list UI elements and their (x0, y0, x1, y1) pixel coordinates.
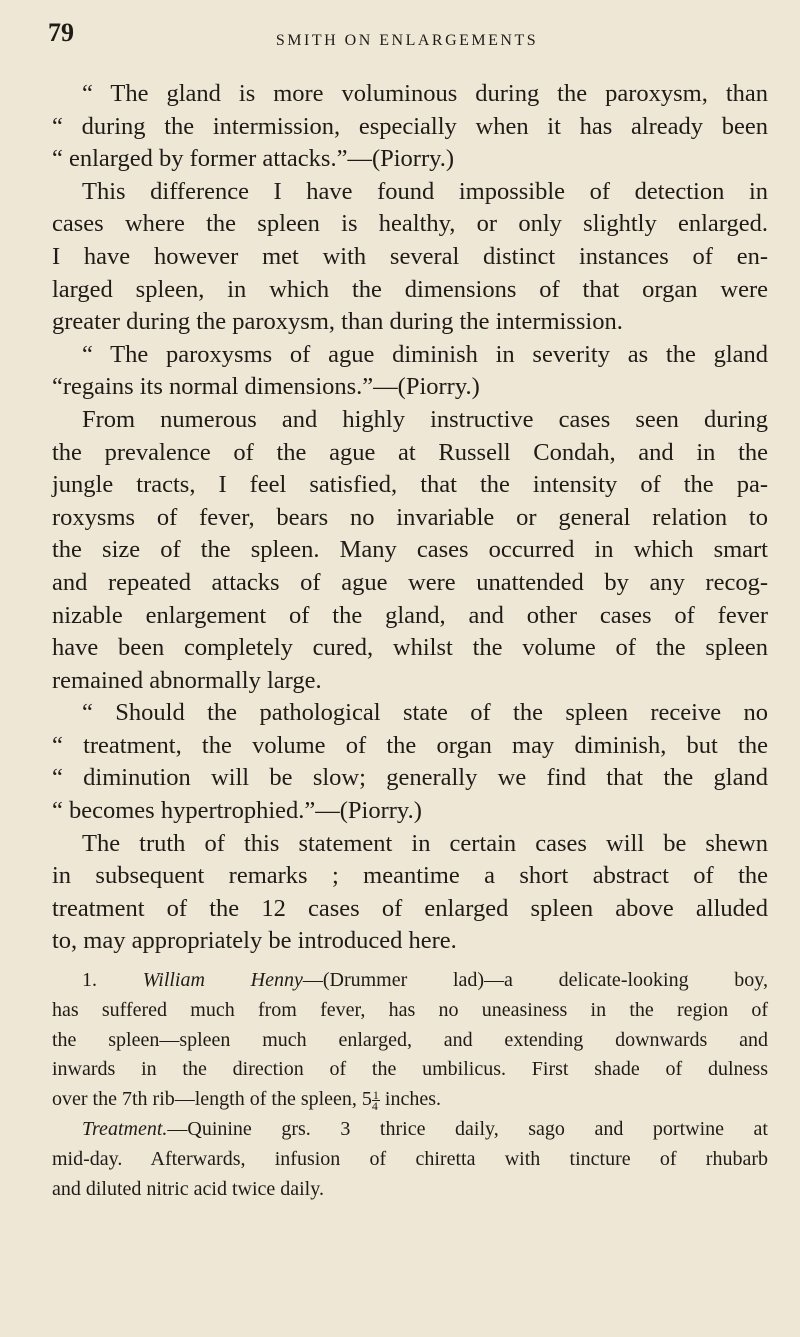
text-line: and repeated attacks of ague were unattended by any recog- (52, 568, 768, 596)
text-line: the spleen—spleen much enlarged, and extending downwards and (52, 1028, 768, 1051)
text-line: inwards in the direction of the umbilicus. First shade of dulness (52, 1058, 768, 1081)
body-text (52, 78, 768, 1204)
text-line: jungle tracts, I feel satisfied, that the intensity of the pa- (52, 471, 768, 499)
text-line: From numerous and highly instructive cases seen during (82, 405, 768, 433)
fraction (371, 1088, 380, 1114)
text-line: “regains its normal dimensions.”—(Piorry.) (52, 373, 480, 401)
treatment-label: Treatment. (82, 1118, 168, 1141)
text-line: “ Should the pathological state of the spleen receive no (82, 699, 768, 727)
text-line: “ diminution will be slow; generally we find that the gland (52, 764, 768, 792)
fraction-numerator: 1 (372, 1088, 379, 1103)
paragraph-quote-5 (52, 697, 768, 827)
text-line: “ during the intermission, especially when it has already been (52, 112, 768, 140)
case-report-1 (52, 966, 768, 1204)
text-line: “ The paroxysms of ague diminish in severity as the gland (82, 340, 768, 368)
text-line (52, 1115, 768, 1145)
text-line: “ treatment, the volume of the organ may diminish, but the (52, 731, 768, 759)
page-number: 79 (48, 18, 74, 47)
text-line: “ The gland is more voluminous during the paroxysm, than (82, 80, 768, 107)
text-line: have been completely cured, whilst the volume of the spleen (52, 634, 768, 662)
paragraph-6 (52, 828, 768, 958)
case-number: 1. (82, 969, 97, 992)
paragraph-2 (52, 176, 768, 339)
text-fragment: inches. (379, 1088, 442, 1111)
text-fragment: —(Drummer lad)—a delicate-looking boy, (302, 969, 768, 992)
fraction-denominator: 4 (371, 1099, 378, 1114)
page-header (48, 18, 766, 58)
text-line: to, may appropriately be introduced here. (52, 927, 457, 955)
text-line: remained abnormally large. (52, 666, 322, 694)
text-line: has suffered much from fever, has no uneasiness in the region of (52, 998, 768, 1021)
text-line: larged spleen, in which the dimensions of that organ were (52, 275, 768, 303)
text-line: the size of the spleen. Many cases occurred in which smart (52, 536, 768, 564)
text-line: I have however met with several distinct instances of en- (52, 242, 768, 270)
text-line: and diluted nitric acid twice daily. (52, 1177, 324, 1200)
text-line: roxysms of fever, bears no invariable or general relation to (52, 503, 768, 531)
text-line: the prevalence of the ague at Russell Condah, and in the (52, 438, 768, 466)
text-line: treatment of the 12 cases of enlarged spleen above alluded (52, 894, 768, 922)
text-line: mid-day. Afterwards, infusion of chiretta with tincture of rhubarb (52, 1147, 768, 1170)
text-line (52, 1085, 768, 1115)
patient-name: William Henny (142, 969, 303, 992)
text-fragment: —Quinine grs. 3 thrice daily, sago and portwine at (167, 1118, 768, 1141)
text-line: in subsequent remarks ; meantime a short abstract of the (52, 862, 768, 890)
text-line: “ enlarged by former attacks.”—(Piorry.) (52, 145, 455, 173)
paragraph-quote-1 (52, 78, 768, 176)
text-line: nizable enlargement of the gland, and other cases of fever (52, 601, 768, 629)
text-line: This difference I have found impossible of detection in (82, 177, 768, 205)
text-line: greater during the paroxysm, than during the intermission. (52, 308, 623, 336)
text-line: The truth of this statement in certain cases will be shewn (82, 829, 768, 857)
text-line: “ becomes hypertrophied.”—(Piorry.) (52, 797, 422, 825)
text-line: cases where the spleen is healthy, or only slightly enlarged. (52, 210, 768, 238)
running-head: SMITH ON ENLARGEMENTS (275, 32, 539, 49)
text-line (52, 966, 768, 996)
paragraph-4 (52, 404, 768, 697)
paragraph-quote-3 (52, 339, 768, 404)
text-fragment: over the 7th rib—length of the spleen, 5 (52, 1088, 372, 1111)
